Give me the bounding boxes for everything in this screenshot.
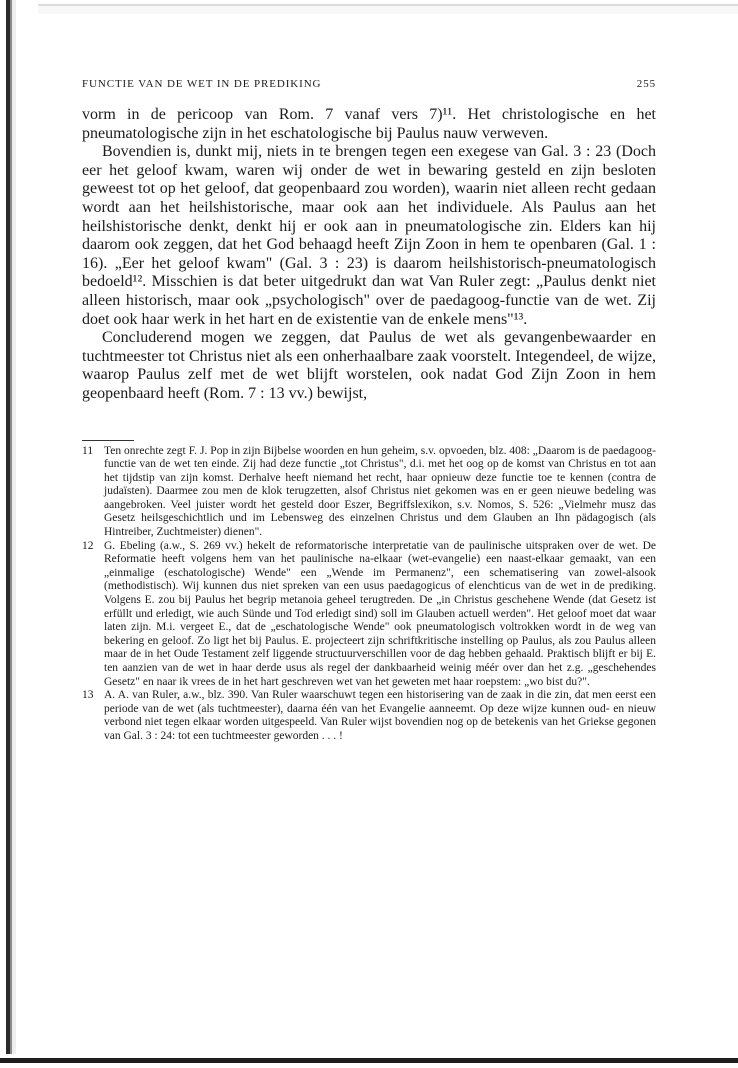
body-text [82, 106, 656, 404]
scan-border-left [0, 0, 38, 1068]
footnote-number: 12 [82, 539, 94, 552]
footnote-text: G. Ebeling (a.w., S. 269 vv.) hekelt de reformatorische interpretatie van de paulinische uitspraken over de wet. De Reformatie heeft volgens hem van het paulinische na-elkaar (wet-evangelie) een naast-elkaar gemaakt, van een „einmalige (eschatologische) Wende" een „Wende im Permanenz", een schematisering van zowel-alsook (methodistisch). Wij kunnen dus niet spreken van een usus paedagogicus of elenchticus van de wet in de prediking. Volgens E. zou bij Paulus het begrip metanoia geheel terugtreden. De „in Christus geschehene Wende (dat Gesetz ist erfüllt und erledigt, wie auch Sünde und Tod erledigt sind) soll im Glauben actuell werden". Het geloof moet dat waar laten zijn. M.i. vergeet E., dat de „eschatologische Wende" ook pneumatologisch voltrokken wordt in de weg van bekering en geloof. Zo ligt het bij Paulus. E. projecteert zijn schriftkritische instelling op Paulus, als zou Paulus alleen maar de in het Oude Testament zelf liggende structuurverschillen voor de dag hebben gehaald. Praktisch blijft er bij E. ten aanzien van de wet in haar derde usus als regel der dankbaarheid weinig méér over dan het z.g. „geschehendes Gesetz" en naar ik vrees de in het hart geschreven wet van het geweten met haar roepstem: „wo bist du?". [104, 539, 656, 688]
running-header [82, 78, 656, 96]
footnote-text: Ten onrechte zegt F. J. Pop in zijn Bijbelse woorden en hun geheim, s.v. opvoeden, blz. 408: „Daarom is de paedagoog-functie van de wet ten einde. Zij had deze functie „tot Christus", d.i. met het oog op de komst van Christus en tot aan het tijdstip van zijn komst. Derhalve heeft niemand het recht, haar opnieuw deze functie toe te kennen (contra de judaïsten). Daarmee zou men de klok terugzetten, alsof Christus niet gekomen was en er geen nieuwe bedeling was aangebroken. Veel juister wordt het gesteld door Eszer, Begriffslexikon, s.v. Nomos, S. 526: „Vielmehr musz das Gesetz heilsgeschichtlich und im Lebensweg des einzelnen Christus und dem Glauben an Ihn pädagogisch (als Hintreiber, Zuchtmeister) dienen". [104, 444, 656, 539]
footnote-text: A. A. van Ruler, a.w., blz. 390. Van Ruler waarschuwt tegen een historisering van de zaak in die zin, dat men eerst een periode van de wet (als tuchtmeester), daarna één van het Evangelie aanneemt. Op deze wijze kunnen oud- en nieuw verbond niet tegen elkaar worden uitgespeeld. Van Ruler wijst bovendien nog op de betekenis van het Griekse gegonen van Gal. 3 : 24: tot een tuchtmeester geworden . . . ! [104, 689, 656, 742]
paragraph: vorm in de pericoop van Rom. 7 vanaf vers 7)¹¹. Het christologische en het pneumatologische zijn in het eschatologische bij Paulus nauw verweven. [82, 106, 656, 142]
running-title: FUNCTIE VAN DE WET IN DE PREDIKING [82, 78, 322, 90]
scan-border-top [0, 0, 738, 14]
book-page [82, 78, 656, 744]
footnote-divider [82, 440, 134, 441]
paragraph: Bovendien is, dunkt mij, niets in te brengen tegen een exegese van Gal. 3 : 23 (Doch eer het geloof kwam, waren wij onder de wet in bewaring gesteld en zijn besloten geweest tot op het geloof, dat geopenbaard zou worden), waarin niet alleen recht gedaan wordt aan het heilshistorische, maar ook aan het individuele. Als Paulus aan het heilshistorische denkt, denkt hij er ook aan in pneumatologische zin. Elders kan hij daarom ook zeggen, dat het God behaagd heeft Zijn Zoon in hem te openbaren (Gal. 1 : 16). „Eer het geloof kwam" (Gal. 3 : 23) is daarom heilshistorisch-pneumatologisch bedoeld¹². Misschien is dat beter uitgedrukt dan wat Van Ruler zegt: „Paulus denkt niet alleen historisch, maar ook „psychologisch" over de paedagoog-functie van de wet. Zij doet ook haar werk in het hart en de existentie van de enkele mens"¹³. [82, 143, 656, 328]
footnote [82, 689, 656, 743]
footnote [82, 540, 656, 690]
footnote-number: 13 [82, 689, 94, 702]
scan-border-bottom [0, 1054, 738, 1068]
paragraph: Concluderend mogen we zeggen, dat Paulus de wet als gevangenbewaarder en tuchtmeester tot Christus niet als een onherhaalbare zaak voorstelt. Integendeel, de wijze, waarop Paulus zelf met de wet blijft worstelen, ook nadat God Zijn Zoon in hem geopenbaard heeft (Rom. 7 : 13 vv.) bewijst, [82, 329, 656, 402]
footnotes [82, 445, 656, 744]
page-number: 255 [636, 78, 656, 90]
footnote [82, 445, 656, 540]
footnote-number: 11 [82, 444, 94, 457]
